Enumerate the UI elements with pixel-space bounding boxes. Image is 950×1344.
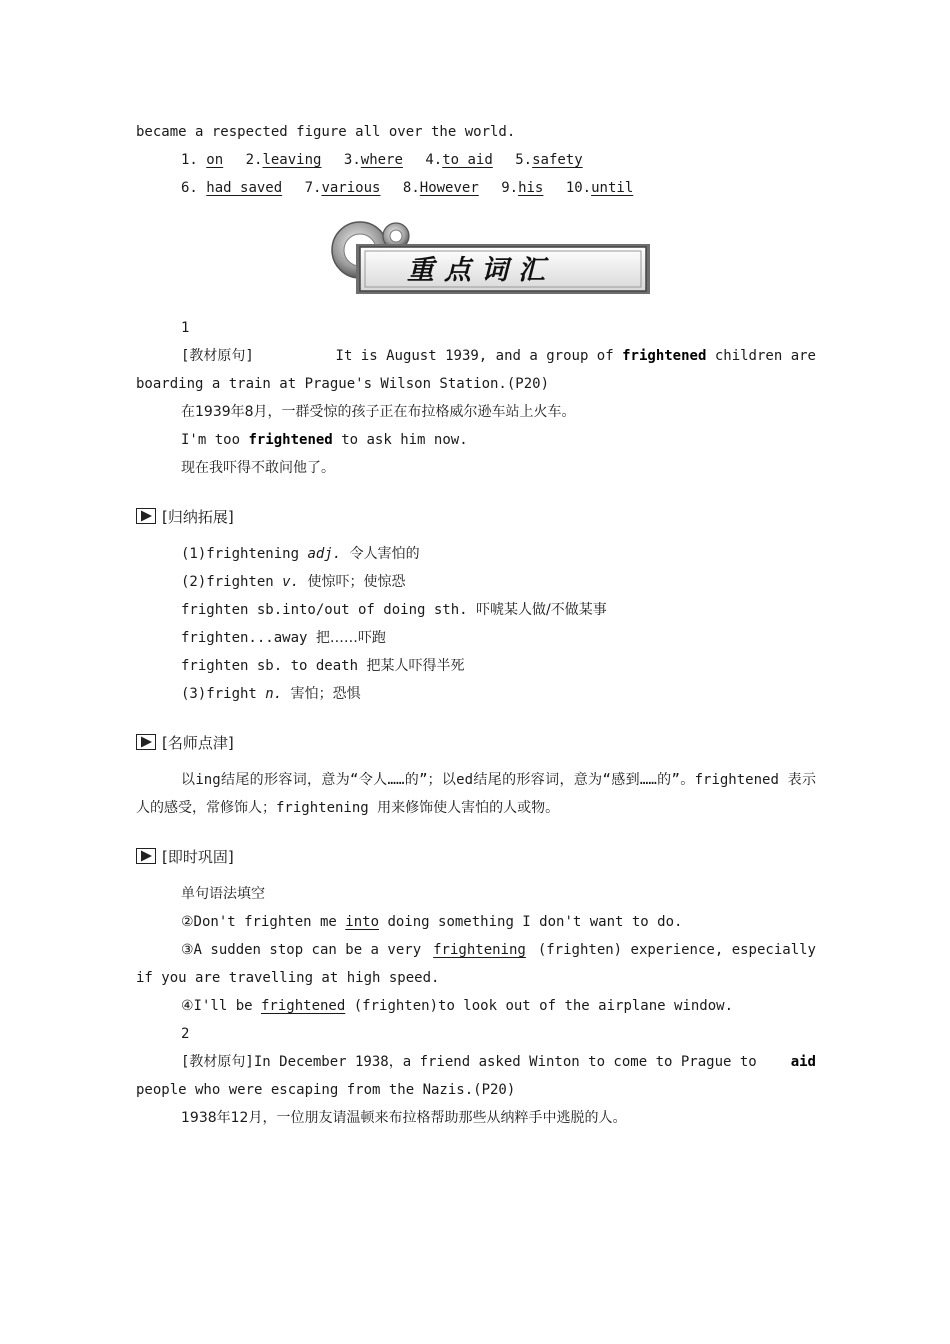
keyword: frightened — [622, 348, 707, 364]
exercise-question-cont: if you are travelling at high speed. — [136, 970, 440, 986]
section-header-tip — [136, 728, 816, 756]
answer-item: 4.to aid — [425, 152, 493, 168]
answer-item: 1. on — [181, 152, 224, 168]
answer-item: 6. had saved — [181, 180, 283, 196]
source-sentence-line2: people who were escaping from the Nazis.(P20) — [136, 1082, 516, 1098]
answer-item: 3.where — [343, 152, 403, 168]
item-number: 2 — [181, 1026, 190, 1042]
answer-item: 2.leaving — [245, 152, 322, 168]
answer: into — [345, 914, 379, 930]
source-sentence-line2: boarding a train at Prague's Wilson Station.(P20) — [136, 376, 550, 392]
source-label: [教材原句] — [181, 1054, 254, 1070]
section-label: [归纳拓展] — [162, 507, 234, 526]
example-sentence: I'm too frightened to ask him now. — [181, 432, 468, 448]
source-label: [教材原句] — [181, 348, 254, 364]
tip-paragraph: 以ing结尾的形容词，意为“令人……的”；以ed结尾的形容词，意为“感到……的”。frightened 表示人的感受，常修饰人；frightening 用来修饰使人害怕的人或物。 — [136, 772, 816, 816]
list-item: (1)frightening adj. 令人害怕的 — [181, 546, 420, 562]
source-sentence-line1: [教材原句]In December 1938，a friend asked Winton to come to Prague to aid — [136, 1048, 816, 1076]
list-item: (2)frighten v. 使惊吓；使惊恐 — [181, 574, 406, 590]
list-item: frighten sb. to death 把某人吓得半死 — [181, 658, 465, 674]
intro-tail-text: became a respected figure all over the world. — [136, 124, 516, 140]
list-item: (3)fright n. 害怕；恐惧 — [181, 686, 361, 702]
answer-item: 9.his — [501, 180, 544, 196]
play-triangle-icon — [136, 848, 156, 864]
list-item: frighten sb.into/out of doing sth. 吓唬某人做/不做某事 — [181, 602, 607, 618]
exercise-title: 单句语法填空 — [181, 886, 265, 902]
answer: frightening — [433, 942, 526, 958]
section-banner — [136, 202, 816, 314]
section-label: [名师点津] — [162, 733, 234, 752]
section-header-practice — [136, 842, 816, 870]
section-label: [即时巩固] — [162, 847, 234, 866]
item-number: 1 — [181, 320, 190, 336]
source-translation: 1938年12月，一位朋友请温顿来布拉格帮助那些从纳粹手中逃脱的人。 — [181, 1110, 627, 1126]
keyword: frightened — [248, 432, 333, 448]
play-triangle-icon — [136, 508, 156, 524]
expand-list — [136, 540, 816, 708]
play-triangle-icon — [136, 734, 156, 750]
exercise-question: ③A sudden stop can be a very frightening (frighten) experience, especially — [136, 936, 816, 964]
document-page — [136, 118, 816, 1132]
answer: frightened — [261, 998, 346, 1014]
list-item: frighten...away 把……吓跑 — [181, 630, 386, 646]
answer-item: 8.However — [402, 180, 479, 196]
banner-title: 重点词汇 — [407, 255, 555, 286]
answer-row-1 — [136, 146, 816, 174]
answer-row-2 — [136, 174, 816, 202]
exercise-question: ④I'll be frightened (frighten)to look out of the airplane window. — [181, 998, 734, 1014]
keyword: aid — [790, 1054, 816, 1070]
source-translation: 在1939年8月，一群受惊的孩子正在布拉格威尔逊车站上火车。 — [181, 404, 576, 420]
answer-item: 7.various — [304, 180, 381, 196]
section-header-expand — [136, 502, 816, 530]
example-translation: 现在我吓得不敢问他了。 — [181, 460, 335, 476]
source-sentence-line1: [教材原句] It is August 1939, and a group of frightened children are — [136, 342, 816, 370]
answer-item: 10.until — [565, 180, 634, 196]
answer-item: 5.safety — [515, 152, 583, 168]
exercise-question: ②Don't frighten me into doing something I don't want to do. — [181, 914, 683, 930]
